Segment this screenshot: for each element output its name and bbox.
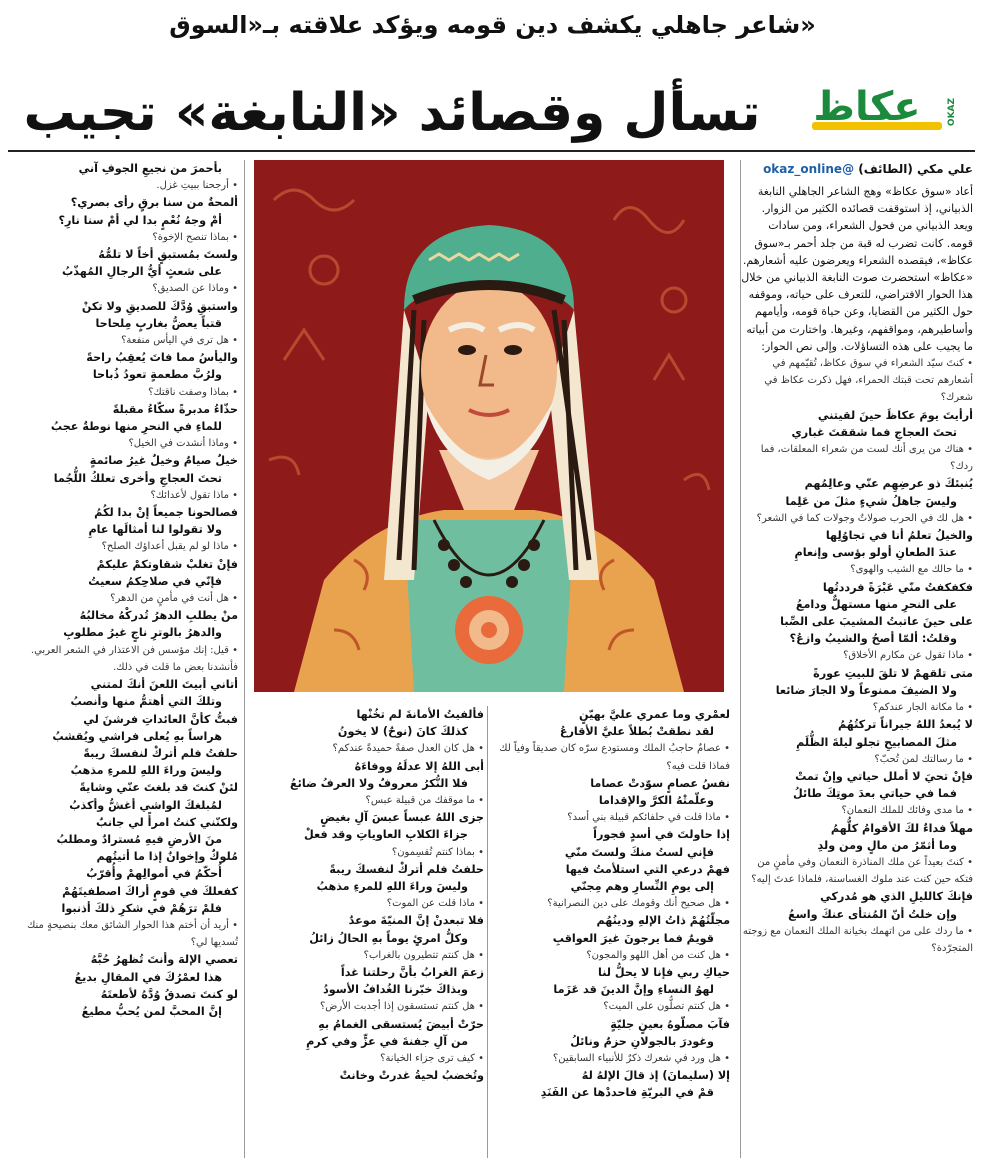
question-line: • هل كنتم تصلُّون على الميت؟ — [603, 1001, 730, 1013]
question-line: • هل كنتم تتطيرون بالغراب؟ — [363, 949, 484, 961]
verse-line: أمْ وجهُ نُعْمٍ بدا لي أمْ سنا نارِ؟ — [58, 213, 222, 227]
main-headline: تسأل وقصائد «النابغة» تجيب — [23, 83, 761, 143]
question-line: • قيل: إنك مؤسس فن الاعتذار في الشعر العربي. فأنشدنا بعض ما قلت في ذلك. — [30, 644, 238, 673]
verse-line: على النحرِ منها مستهلٌّ ودامعُ — [795, 597, 957, 611]
verse-line: إنَّ المحبَّ لمن يُحبُّ مطيعُ — [81, 1004, 222, 1018]
verse-line: وقلتُ: ألمّا أصحُ والشيبُ وازعُ؟ — [789, 632, 957, 646]
byline — [743, 160, 973, 178]
question-line: • أريد أن أختم هذا الحوار الشائق معك بنصيحةٍ منك تُسديها لي؟ — [27, 919, 238, 949]
question-line: • وماذا أنشدت في الخيل؟ — [128, 438, 238, 450]
verse-line: لقد نطقتْ بُطلاً عليَّ الأقارعُ — [559, 725, 714, 739]
column-right — [741, 183, 973, 1158]
verse-line: خيلٌ صيامٌ وخيلٌ غيرُ صائمةٍ — [89, 454, 238, 468]
verse-line: متى تلقهمْ لا تلقَ للبيتِ عورةً — [813, 666, 973, 680]
verse-line: وكلُّ امرئٍ يوماً بهِ الحالُ زائلُ — [309, 931, 468, 945]
verse-line: تحتَ العجاجِ فما شققتَ غباري — [791, 425, 957, 439]
question-line: • ماذا لو لم يقبل أعداؤك الصلح؟ — [101, 541, 238, 553]
verse-line: حلفتُ فلم أتركْ لنفسكَ ريبةً — [83, 746, 238, 760]
verse-line: مجلّتُهُمْ ذاتُ الإلهِ ودينُهُم — [596, 914, 730, 928]
verse-line: زعمَ الغرابُ بأنَّ رحلتنا غداً — [340, 966, 484, 980]
verse-line: فآبَ مصلّوهُ بعينٍ جليّةٍ — [610, 1017, 730, 1031]
question-line: • كنتَ بعيداً عن ملك المناذرة النعمان وفي مأمنٍ من فتكه حين كنت عند ملوك الغساسنة، فلماذا عدتَ إليه؟ — [751, 856, 973, 886]
logo-arabic-text: عكاظ — [813, 84, 921, 130]
verse-line: إلا (سليمانَ) إذ قالَ الإلهُ لهُ — [581, 1069, 730, 1083]
question-line: • بماذا كنتم تُقسِمون؟ — [391, 846, 484, 858]
verse-line: والخيلُ تعلمُ أنا في تجاوُلِها — [825, 529, 973, 543]
prose-paragraph: أعاد «سوق عكاظ» وهج الشاعر الجاهلي النابغة الذبياني، إذ استوقفت قصائده الكثير من الزوار. ويعد الذبياني من فحول الشعراء، ومن سادات قومه. كانت تضرب له قبة من جلد أحمر بـ«سوق عكاظ»، فيقصده الشعراء ويعرضون عليه أشعارهم. — [742, 185, 973, 267]
question-line: • كنتَ سيّد الشعراء في سوق عكاظ، تُقيّمهم في أشعارهم تحت قبتك الحمراء، فهل ذكرت عكاظ في شعرك؟ — [764, 358, 973, 404]
verse-line: وغودرَ بالجولانِ حزمٌ ونائلُ — [570, 1034, 714, 1048]
verse-line: فألفيتُ الأمانةَ لم تخُنْها — [356, 708, 484, 721]
verse-line: على حينَ عاتبتُ المشيبَ على الصِّبا — [780, 615, 973, 629]
verse-line: وما أثمّرُ من مالٍ ومن ولدِ — [817, 838, 957, 852]
byline-handle[interactable]: @okaz_online — [763, 162, 855, 176]
column-divider — [487, 706, 488, 1158]
verse-line: إلى يومِ النِّسارِ وهم مِجنّي — [570, 880, 714, 894]
verse-line: نفسُ عصامٍ سوّدتْ عصاما — [590, 776, 730, 790]
question-line: • هل ترى في اليأس منفعة؟ — [121, 335, 238, 347]
verse-line: تعصي الإلهَ وأنتَ تُظهرُ حُبَّهُ — [90, 953, 238, 967]
verse-line: ولا الضيفَ ممنوعاً ولا الجارَ ضائعا — [775, 683, 957, 697]
verse-line: واليأسُ مما فاتَ يُعقِبُ راحةً — [86, 351, 238, 365]
verse-line: أتاني أبيتَ اللعنَ أنكَ لمتني — [90, 678, 238, 692]
logo-latin-text: OKAZ — [947, 97, 957, 127]
question-line: • ما مكانة الجار عندكم؟ — [872, 702, 973, 714]
verse-line: فما في حياتي بعدَ موتِكَ طائلُ — [793, 787, 957, 801]
column-middle-right — [490, 706, 730, 1158]
verse-line: لهوُ النساءِ وإنَّ الدينَ قد عَزَما — [553, 983, 714, 997]
verse-line: يُنبئكَ ذو عرضِهِم عنّي وعالِمُهم — [804, 477, 973, 491]
verse-line: لعمْري وما عمري عليَّ بهيّنٍ — [579, 708, 730, 721]
verse-line: وتُخضبُ لحيةُ غدرتْ وخانتْ — [339, 1069, 484, 1083]
verse-line: والدهرُ بالوترِ ناجٍ غيرُ مطلوبِ — [63, 626, 222, 640]
verse-line: من آلِ جفنةَ في عزٍّ وفي كرمِ — [306, 1034, 468, 1048]
verse-line: فبتُّ كأنَّ العائداتِ فرشنَ لي — [83, 712, 238, 726]
question-line: • هل كنتم تستسقون إذا أجدبت الأرض؟ — [319, 1001, 484, 1013]
verse-line: جزاءَ الكلابِ العاوياتِ وقد فعلْ — [304, 828, 468, 842]
verse-line: بأحمرَ من نجيعِ الجوفِ آني — [78, 162, 222, 175]
verse-line: لا يُبعدُ اللهُ جيراناً تركتُهُمُ — [837, 718, 973, 732]
column-divider — [244, 160, 245, 1158]
verse-line: تحتَ العجاجِ وأخرى تعلكُ اللُّجُما — [53, 471, 222, 485]
verse-line: أبى اللهُ إلا عدلَهُ ووفاءَهُ — [354, 759, 484, 773]
verse-line: فكفكفتُ منّي عَبْرَةً فرددتُها — [822, 580, 973, 594]
verse-line: جزى اللهُ عبساً عبسَ آلِ بغيضٍ — [320, 811, 484, 825]
byline-author: علي مكي (الطائف) — [858, 162, 973, 176]
question-line: • هل أنت في مأمنٍ من الدهر؟ — [110, 593, 238, 605]
question-line: • بماذا تنصح الإخوة؟ — [152, 231, 238, 243]
question-line: • ماذا تقول عن مكارم الأخلاق؟ — [843, 650, 973, 662]
verse-line: ولكنّني كنتُ امرأً لي جانبٌ — [96, 815, 238, 829]
question-line: • ما مدى وفائك للملك النعمان؟ — [841, 805, 973, 817]
question-line: • ما ردك على من اتهمك بخيانة الملك النعمان مع زوجته المتجرّدة؟ — [742, 925, 973, 954]
verse-line: فلا تبعدنْ إنَّ المنيّةَ موعدٌ — [348, 914, 484, 928]
question-line: • ماذا تقول لأعدائك؟ — [150, 489, 238, 501]
verse-line: فإنْ تحيَ لا أملل حياتي وإنْ تمتْ — [795, 769, 973, 783]
question-line: • أرجحنا ببيتِ غزل. — [156, 180, 238, 192]
verse-line: منْ يطلبِ الدهرُ تُدركْهُ مخالبُهُ — [79, 609, 238, 623]
kicker-headline: شاعر جاهلي يكشف دين قومه ويؤكد علاقته بـ«السوق» — [169, 11, 816, 39]
column-middle-left — [248, 706, 484, 1158]
verse-line: وبذاكَ خبّرنا الغُدافُ الأسودُ — [323, 983, 468, 997]
prose-paragraph: «عكاظ» استحضرت صوت النابغة الذبياني من خلال هذا الحوار الافتراضي، للتعرف على حياته، وموقفه حول الكثير من القضايا، وعن حياة قومه، وأيامهم وأساطيرهم، ومواقفهم، وغيرها. واختارت من أبياته ما يجيب على هذه التساؤلات. وإلى نص الحوار: — [741, 271, 973, 353]
verse-line: ولستَ بمُستبقٍ أخاً لا تلمُّهُ — [98, 248, 238, 262]
question-line: • هل لك في الحرب صولاتٌ وجولات كما في الشعر؟ — [756, 512, 973, 524]
verse-line: أُحكّمُ في أموالِهمْ وأُقرّبُ — [86, 867, 222, 881]
okaz-logo — [772, 78, 962, 140]
column-divider — [740, 160, 741, 1158]
question-line: • هناك من يرى أنك لست من شعراء المعلقات، فما ردك؟ — [760, 444, 973, 473]
question-line: • ما رسالتك لمن تُحبّ؟ — [874, 753, 973, 765]
verse-line: مثلَ المصابيحِ تجلو ليلةَ الظُّلَمِ — [796, 735, 957, 749]
question-line: • هل صحيح أنك وقومك على دين النصرانية؟ — [547, 898, 730, 910]
question-line: • وماذا عن الصديق؟ — [152, 283, 238, 295]
verse-line: على شعثٍ أيُّ الرجالِ المُهذّبُ — [62, 265, 222, 279]
verse-line: فإنْ تغلبْ شقاوتكمْ عليكمْ — [96, 557, 238, 571]
verse-line: وليسَ وراءَ اللهِ للمرءِ مذهبُ — [70, 764, 222, 778]
verse-line: حياكِ ربي فإنا لا يحلُّ لنا — [598, 966, 730, 980]
verse-line: أرأيتَ يومَ عكاظَ حينَ لقيتني — [817, 408, 973, 422]
question-line: • هل كنت من أهل اللهو والمجون؟ — [586, 949, 730, 961]
verse-line: هراساً بهِ يُعلى فراشي ويُقشبُ — [52, 729, 222, 743]
column-left — [10, 160, 238, 1158]
verse-line: للماءِ في النحرِ منها نوطةٌ عجبُ — [50, 420, 222, 434]
verse-line: لمُبلغكَ الواشي أغشُّ وأكذبُ — [69, 798, 222, 812]
question-line: • ما حالك مع الشيب والهوى؟ — [850, 564, 973, 576]
verse-line: منَ الأرضِ فيهِ مُسترادٌ ومطلبُ — [56, 832, 222, 846]
question-line: • هل كان العدل صفةً حميدةً عندكم؟ — [332, 743, 484, 755]
verse-line: إذا حاولتَ في أسدٍ فجوراً — [593, 828, 730, 842]
verse-line: قويمٌ فما يرجونَ غيرَ العواقبِ — [552, 931, 714, 945]
verse-line: كذلكَ كانَ (نوحٌ) لا يخونُ — [337, 725, 468, 739]
nabigha-portrait-illustration — [254, 160, 724, 692]
verse-line: وعلّمتْهُ الكرَّ والإقداما — [598, 794, 714, 808]
verse-line: قمْ في البريّةِ فاحددْها عن الفَنَدِ — [540, 1086, 714, 1100]
verse-line: فلا النُّكرُ معروفٌ ولا العرفُ ضائعُ — [290, 776, 468, 790]
verse-line: عندَ الطعانِ أولو بؤسى وإنعامِ — [794, 546, 957, 560]
verse-line: فلمْ ترَهُمْ في شكرِ ذلكَ أذنبوا — [61, 901, 222, 915]
okaz-logo-mark — [772, 78, 962, 140]
question-line: • هل ورد في شعرك ذكرٌ للأنبياء السابقين؟ — [552, 1053, 730, 1065]
verse-line: فإنّي في صلاحِكمُ سعيتُ — [88, 574, 222, 588]
verse-line: هذا لعمْرُكَ في المقالِ بديعُ — [74, 970, 222, 984]
question-line: • ما موقفك من قبيلة عبس؟ — [365, 795, 484, 807]
verse-line: ألمحةٌ من سنا برقٍ رأى بصري؟ — [70, 196, 238, 210]
verse-line: فإني لستُ منكَ ولستَ منّي — [564, 845, 714, 859]
verse-line: حلفتُ فلم أتركْ لنفسكَ ريبةً — [329, 862, 484, 876]
verse-line: وإن خلتُ أنّ المُنتأى عنكَ واسعُ — [788, 907, 957, 921]
verse-line: فصالحونا جميعاً إنْ بدا لكُمُ — [94, 506, 238, 520]
question-line: • كيف ترى جزاء الخيانة؟ — [380, 1053, 484, 1065]
verse-line: واستبقِ وُدَّكَ للصديقِ ولا تكنْ — [81, 299, 238, 313]
verse-line: فإنكَ كالليلِ الذي هو مُدركي — [820, 890, 973, 904]
verse-line: وليسَ وراءَ اللهِ للمرءِ مذهبُ — [316, 880, 468, 894]
question-line: • عصامٌ حاجبُ الملك ومستودع سرّه كان صديقاً وفياً لك فماذا قلت فيه؟ — [499, 743, 730, 772]
verse-line: حرّتْ أبيضَ يُستسقى الغمامُ بهِ — [318, 1017, 484, 1031]
verse-line: ولا تقولوا لنا أمثالَها عامِ — [88, 523, 222, 537]
portrait-icon — [254, 160, 724, 692]
verse-line: حذّاءُ مدبرةً سكّاءُ مقبلةً — [112, 402, 238, 416]
verse-line: مهلاً فداءٌ لكَ الأقوامُ كلُّهمُ — [830, 821, 973, 835]
verse-line: مُلوكٌ وإخوانٌ إذا ما أتيتُهم — [96, 850, 238, 864]
verse-line: ولرُبَّ مطعمةٍ تعودُ ذُباحا — [92, 368, 222, 382]
verse-line: كفعلكَ في قومٍ أراكَ اصطفيتَهُمْ — [62, 884, 238, 898]
question-line: • ماذا قلت عن الموت؟ — [386, 898, 484, 910]
header-rule — [8, 150, 975, 152]
verse-line: قتباً يعضُّ بغاربٍ مِلحاحا — [95, 316, 222, 330]
verse-line: لو كنتَ تصدقُ وُدَّهُ لأطعتَهُ — [100, 987, 238, 1001]
question-line: • بماذا وصفت ناقتك؟ — [148, 386, 238, 398]
verse-line: فهمْ درعي التي استلأمتُ فيها — [565, 862, 730, 876]
question-line: • ماذا قلت في حلفائكم قبيلة بني أسد؟ — [567, 812, 730, 824]
verse-line: لئنْ كنتَ قد بلغتَ عنّي وشايةً — [79, 781, 238, 795]
verse-line: وتلكَ التي أهتمُّ منها وأنصبُ — [70, 695, 222, 709]
verse-line: وليسَ جاهلُ شيءٍ مثلَ من عَلِما — [785, 494, 957, 508]
